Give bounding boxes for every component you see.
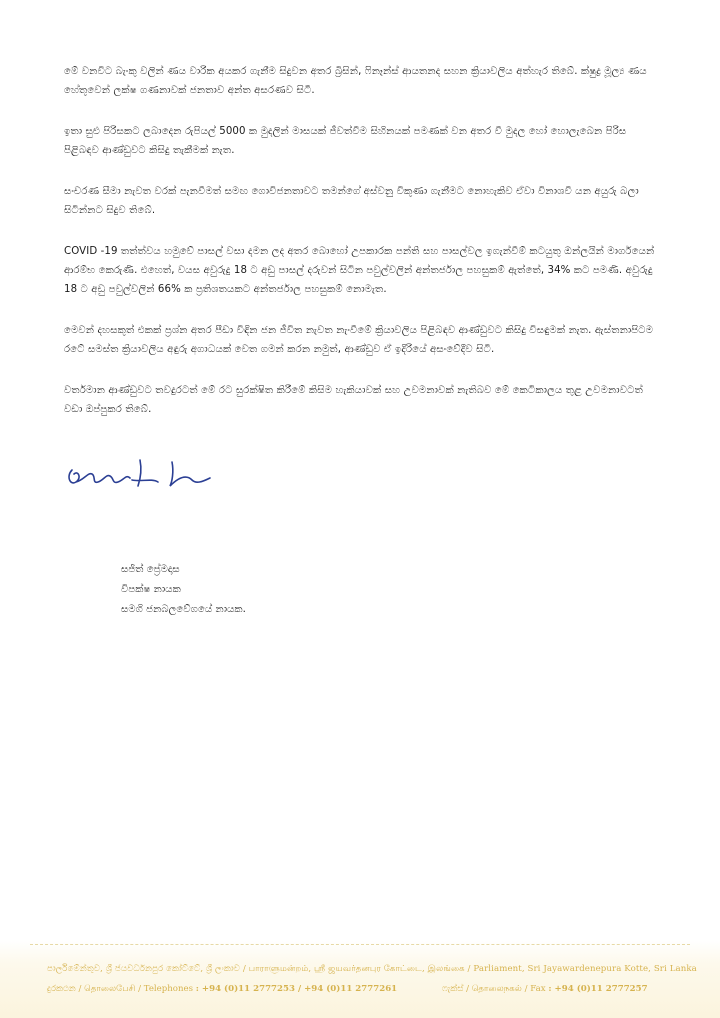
- fax-group: [442, 984, 648, 995]
- handwritten-signature: [62, 452, 222, 502]
- paragraph-allowance: ඉතා සුළු පිරිසකට ලබාදෙන රුපියල් 5000 ක මුදලින් මාසයක් ජීවත්වීම සිහිනයක් පමණක් වන අතර වී මුදල හෝ හොලැබෙන පිරිස පිළිබඳව ආණ්ඩුවට කිසිදු තැකීමක් නැත.: [64, 126, 627, 156]
- footer-divider: [30, 944, 690, 945]
- paragraph-loans: මේ වනවිට බැංකු වලින් ණය වාරික අයකර ගැනීම සිදුවන අතර බ්‍රිසින්, ෆිනෑන්ස් ආයතනද සහන ක්‍රියාවලිය අත්හැර තිබේ. ක්ෂුද්‍ර මූල්‍ය ණය හේතුවෙන් ලක්ෂ ගණනාවක් ජනතාව අන්ත අසරණව සිටී.: [64, 66, 647, 96]
- signatory-name: සජිත් ප්‍රේමදාස: [121, 564, 180, 575]
- letterhead-footer: [0, 940, 720, 1018]
- footer-background: [0, 940, 720, 1018]
- footer-contacts: [47, 984, 677, 995]
- fax-label: ෆැක්ස් / தொலைநகல் / Fax: [442, 984, 546, 994]
- signatory-block: [121, 560, 246, 620]
- paragraph-problems: මෙවන් දහසකුත් එකක් ප්‍රශ්න අතර පීඩා විඳින ජන ජීවිත නැවත නැංවීමේ ක්‍රියාවලිය පිළිබඳව ආණ්ඩුවට කිසිදු විසඳුමක් නැත. ඇස්තනාපිටම රටේ සමස්ත ක්‍රියාවලිය අඳුරු අගාධයක් වෙත ගමන් කරන නමුත්, ආණ්ඩුව ඒ ඉදිරියේ අසංවේදීව සිටී.: [64, 325, 654, 355]
- fax-value: : +94 (0)11 2777257: [548, 984, 648, 994]
- letter-body: [64, 62, 664, 441]
- phone-label: දුරකථන / தொலைபேசி / Telephones: [47, 984, 193, 994]
- signatory-party: සමගි ජනබලවේගයේ නායක.: [121, 604, 246, 615]
- paragraph-conclusion: වර්තමාන ආණ්ඩුවට තවදුරටත් මේ රට සුරක්ෂිත කිරීමේ කිසිම හැකියාවක් සහ උවමනාවක් නැතිබව මේ කෙටිකාලය තුළ උවමනාවටත් වඩා ඔප්පුකර තිබේ.: [64, 385, 643, 415]
- phone-value: : +94 (0)11 2777253 / +94 (0)11 2777261: [195, 984, 398, 994]
- paragraph-education: COVID -19 තත්ත්වය හමුවේ පාසල් වසා දමන ලද අතර බොහෝ උපකාරක පන්ති සහ පාසල්වල ඉගැන්වීම් කටයුතු ඔන්ලයින් මාර්ගයෙන් ආරම්භ කෙරුණි. එහෙත්, වයස අවුරුදු 18 ට අඩු පාසල් දරුවන් සිටින පවුල්වලින් අන්තර්ජාල පහසුකම් ඇත්තේ, 34% කට පමණි. අවුරුදු 18 ට අඩු පවුල්වලින් 66% ක ප්‍රතිශතයකට අන්තර්ජාල පහසුකම් නොමැත.: [64, 246, 655, 295]
- signatory-title: විපක්ෂ නායක: [121, 584, 181, 595]
- footer-address: පාර්ලිමේන්තුව, ශ්‍රී ජයවර්ධනපුර කෝට්ටේ, ශ්‍රී ලංකාව / பாராளுமன்றம், ஸ்ரீ ஜயவர்தனபுர கோட்டை, இலங்கை / Parliament, Sri Jayawardenepura Kotte, Sri Lanka: [47, 964, 697, 974]
- paragraph-farmers: සංචරණ සීමා නැවත වරක් පැනවීමත් සමඟ ගොවිජනතාවට තමන්ගේ අස්වනු විකුණා ගැනීමට නොහැකිව ඒවා විනාශවී යන අයුරු බලා සිටින්නට සිදුව තිබේ.: [64, 186, 639, 216]
